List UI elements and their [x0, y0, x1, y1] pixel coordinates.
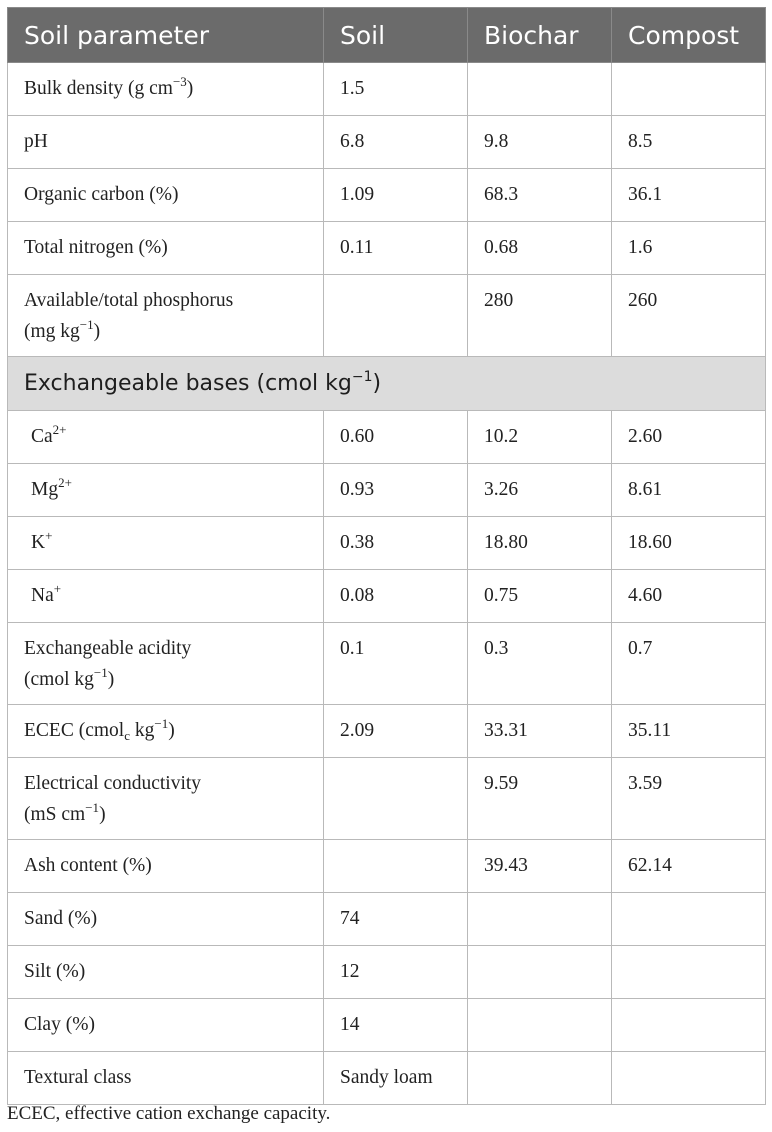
cell-biochar: 280	[468, 275, 612, 357]
cell-compost: 8.5	[612, 116, 766, 169]
cell-compost: 36.1	[612, 169, 766, 222]
section-row	[8, 357, 766, 411]
table-row	[8, 116, 766, 169]
cell-soil: 0.11	[324, 222, 468, 275]
header-biochar: Biochar	[468, 8, 612, 63]
cell-compost	[612, 1052, 766, 1105]
table-row	[8, 840, 766, 893]
cell-soil: 12	[324, 946, 468, 999]
cell-soil: 14	[324, 999, 468, 1052]
cell-soil: 74	[324, 893, 468, 946]
table-row	[8, 946, 766, 999]
row-label: Available/total phosphorus (mg $kg^{-1}$)	[8, 275, 324, 357]
cell-biochar: 0.68	[468, 222, 612, 275]
cell-biochar: 3.26	[468, 464, 612, 517]
table-row	[8, 705, 766, 758]
cell-biochar: 9.8	[468, 116, 612, 169]
table-row	[8, 517, 766, 570]
row-label: $Ca^{2+}$	[8, 411, 324, 464]
row-label: Electrical conductivity (mS $cm^{-1}$)	[8, 758, 324, 840]
cell-biochar: 33.31	[468, 705, 612, 758]
cell-compost: 18.60	[612, 517, 766, 570]
cell-soil	[324, 275, 468, 357]
cell-compost	[612, 63, 766, 116]
cell-biochar	[468, 63, 612, 116]
table-row	[8, 1052, 766, 1105]
table-row	[8, 275, 766, 357]
cell-soil	[324, 758, 468, 840]
cell-soil: 2.09	[324, 705, 468, 758]
cell-compost: 4.60	[612, 570, 766, 623]
row-label: $Mg^{2+}$	[8, 464, 324, 517]
cell-soil: Sandy loam	[324, 1052, 468, 1105]
cell-soil: 0.1	[324, 623, 468, 705]
cell-compost	[612, 999, 766, 1052]
cell-soil: 0.60	[324, 411, 468, 464]
table-row	[8, 570, 766, 623]
table-row	[8, 758, 766, 840]
row-label: Total nitrogen (%)	[8, 222, 324, 275]
header-compost: Compost	[612, 8, 766, 63]
row-label: Sand (%)	[8, 893, 324, 946]
cell-compost: 35.11	[612, 705, 766, 758]
table-footnote: ECEC, effective cation exchange capacity.	[7, 1103, 331, 1124]
header-soil-parameter: Soil parameter	[8, 8, 324, 63]
cell-compost: 2.60	[612, 411, 766, 464]
cell-soil: 0.38	[324, 517, 468, 570]
cell-compost: 62.14	[612, 840, 766, 893]
table-row	[8, 999, 766, 1052]
row-label: K+	[8, 517, 324, 570]
table-row	[8, 893, 766, 946]
cell-biochar	[468, 946, 612, 999]
row-label: Clay (%)	[8, 999, 324, 1052]
cell-biochar: 68.3	[468, 169, 612, 222]
table-row	[8, 623, 766, 705]
cell-compost: 8.61	[612, 464, 766, 517]
table-row	[8, 169, 766, 222]
cell-soil: 0.93	[324, 464, 468, 517]
header-soil: Soil	[324, 8, 468, 63]
section-exchangeable-bases: Exchangeable bases (cmol $kg^{-1}$)	[8, 357, 766, 411]
cell-biochar	[468, 893, 612, 946]
row-label: Silt (%)	[8, 946, 324, 999]
row-label: pH	[8, 116, 324, 169]
cell-biochar: 0.75	[468, 570, 612, 623]
cell-compost: 1.6	[612, 222, 766, 275]
cell-biochar: 39.43	[468, 840, 612, 893]
row-label: Exchangeable acidity (cmol $kg^{-1}$)	[8, 623, 324, 705]
cell-biochar: 10.2	[468, 411, 612, 464]
row-label: Textural class	[8, 1052, 324, 1105]
row-label: Organic carbon (%)	[8, 169, 324, 222]
row-label: Bulk density (g $cm^{-3}$)	[8, 63, 324, 116]
cell-soil: 1.5	[324, 63, 468, 116]
cell-compost: 3.59	[612, 758, 766, 840]
row-label: Na+	[8, 570, 324, 623]
cell-biochar: 0.3	[468, 623, 612, 705]
row-label: Ash content (%)	[8, 840, 324, 893]
table-row	[8, 411, 766, 464]
table-row	[8, 464, 766, 517]
cell-compost: 260	[612, 275, 766, 357]
cell-soil: 0.08	[324, 570, 468, 623]
cell-soil: 6.8	[324, 116, 468, 169]
cell-compost	[612, 893, 766, 946]
cell-biochar	[468, 999, 612, 1052]
cell-soil	[324, 840, 468, 893]
row-label: ECEC (cmol$_c$ $kg^{-1}$)	[8, 705, 324, 758]
cell-biochar	[468, 1052, 612, 1105]
cell-compost: 0.7	[612, 623, 766, 705]
soil-properties-table	[7, 7, 766, 1105]
cell-compost	[612, 946, 766, 999]
cell-soil: 1.09	[324, 169, 468, 222]
header-row	[8, 8, 766, 63]
cell-biochar: 18.80	[468, 517, 612, 570]
table-row	[8, 63, 766, 116]
cell-biochar: 9.59	[468, 758, 612, 840]
table-row	[8, 222, 766, 275]
